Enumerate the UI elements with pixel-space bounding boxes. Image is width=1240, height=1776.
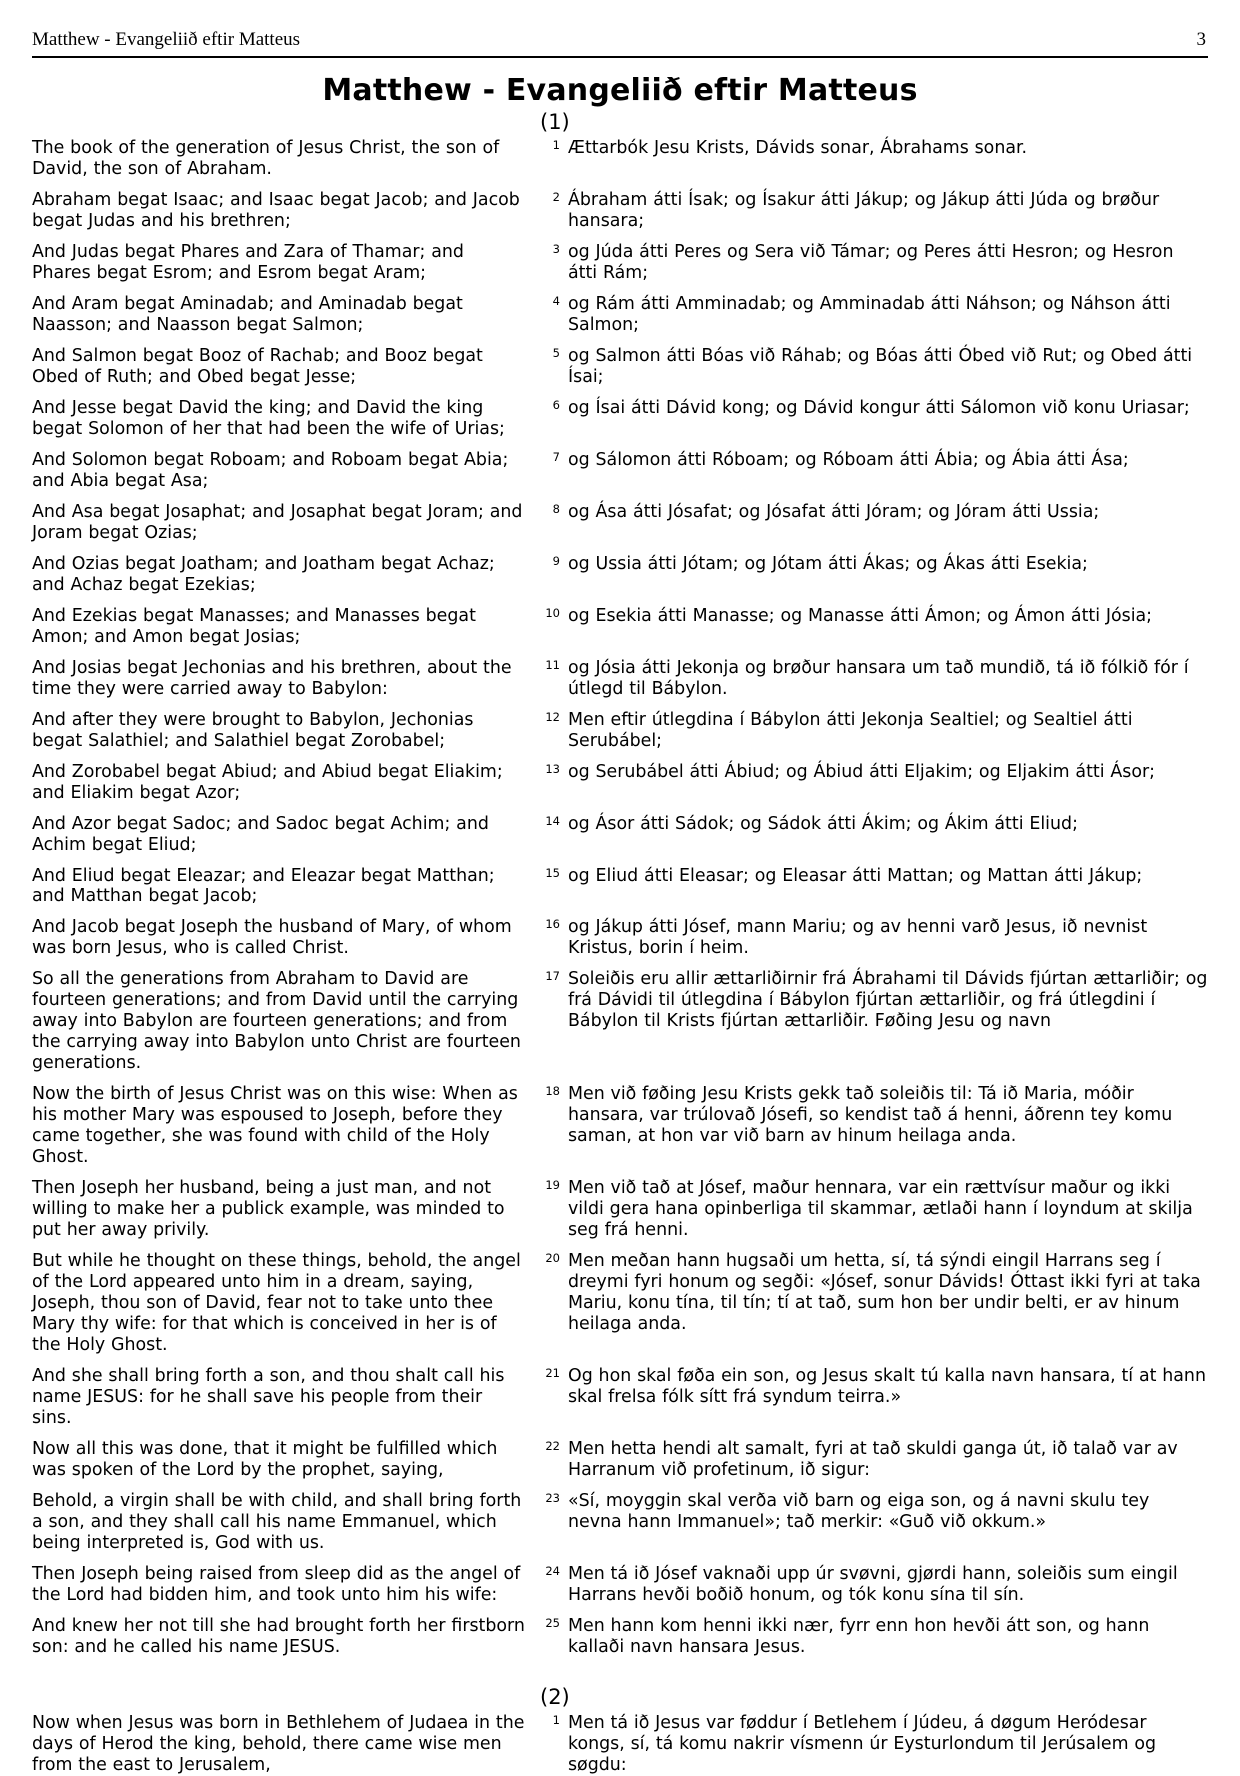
verse-text-faroese: og Eliud átti Eleasar; og Eleasar átti Mattan; og Mattan átti Jákup;: [568, 865, 1143, 886]
verse-text-faroese: og Ussia átti Jótam; og Jótam átti Ákas; og Ákas átti Esekia;: [568, 553, 1088, 574]
chapter-heading: [32, 1687, 1208, 1713]
verse-text-english: Behold, a virgin shall be with child, and shall bring forth a son, and they shall call his name Emmanuel, which being interpreted is, God with us.: [32, 1490, 522, 1553]
verse-number: 3: [552, 242, 560, 257]
verse-number: 16: [545, 917, 560, 932]
verse-text-english: Then Joseph being raised from sleep did as the angel of the Lord had bidden him, and took unto him his wife:: [32, 1563, 521, 1605]
verse-row: [32, 1251, 1208, 1356]
verse-number: 10: [545, 605, 560, 620]
verse-text-english: And she shall bring forth a son, and thou shalt call his name JESUS: for he shall save his people from their sins.: [32, 1365, 505, 1428]
verse-number: 8: [552, 501, 560, 516]
running-header: [32, 30, 1208, 58]
verse-number: 17: [545, 969, 560, 984]
verse-row: [32, 1084, 1208, 1168]
verse-number: 21: [545, 1365, 560, 1380]
verse-text-faroese: Ættarbók Jesu Krists, Dávids sonar, Ábrahams sonar.: [568, 138, 1028, 159]
chapter-heading: [32, 112, 1208, 138]
verse-text-english: And Jesse begat David the king; and David the king begat Solomon of her that had been the wife of Urias;: [32, 398, 505, 440]
verse-number: 7: [552, 450, 560, 465]
verse-text-faroese: og Serubábel átti Ábiud; og Ábiud átti Eljakim; og Eljakim átti Ásor;: [568, 761, 1155, 782]
verse-text-english: And Zorobabel begat Abiud; and Abiud begat Eliakim; and Eliakim begat Azor;: [32, 761, 503, 803]
verse-text-faroese: Soleiðis eru allir ættarliðirnir frá Ábrahami til Dávids fjúrtan ættarliðir; og frá Dávidi til útlegdina í Bábylon fjúrtan ættarliðir, og frá útlegdini í Bábylon til Krists fjúrtan ættarliðir. Føðing Jesu og navn: [568, 969, 1208, 1032]
running-header-title: Matthew - Evangeliið eftir Matteus: [32, 29, 301, 50]
verse-text-english: And Ezekias begat Manasses; and Manasses begat Amon; and Amon begat Josias;: [32, 605, 476, 647]
verse-row: [32, 190, 1208, 232]
verse-text-english: And knew her not till she had brought forth her firstborn son: and he called his name JESUS.: [32, 1615, 525, 1657]
verse-row: [32, 398, 1208, 440]
verse-text-faroese: Men hetta hendi alt samalt, fyri at tað skuldi ganga út, ið talað var av Harranum við profetinum, ið sigur:: [568, 1438, 1178, 1480]
verse-row: [32, 1564, 1208, 1606]
verse-text-english: And Judas begat Phares and Zara of Thamar; and Phares begat Esrom; and Esrom begat Aram;: [32, 242, 464, 284]
verse-text-english: And Salmon begat Booz of Rachab; and Booz begat Obed of Ruth; and Obed begat Jesse;: [32, 346, 483, 388]
verse-text-faroese: og Esekia átti Manasse; og Manasse átti Ámon; og Ámon átti Jósia;: [568, 605, 1153, 626]
verse-number: 6: [552, 398, 560, 413]
verse-text-english: Now when Jesus was born in Bethlehem of Judaea in the days of Herod the king, behold, there came wise men from the east to Jerusalem,: [32, 1713, 525, 1776]
verse-text-faroese: Ábraham átti Ísak; og Ísakur átti Jákup; og Jákup átti Júda og brøður hansara;: [568, 190, 1160, 232]
verse-text-english: So all the generations from Abraham to David are fourteen generations; and from David until the carrying away into Babylon are fourteen generations; and from the carrying away into Babylon unto Christ are fourteen generations.: [32, 969, 521, 1074]
verse-text-english: Now all this was done, that it might be fulfilled which was spoken of the Lord by the prophet, saying,: [32, 1438, 498, 1480]
verse-row: [32, 606, 1208, 648]
verse-text-faroese: og Ása átti Jósafat; og Jósafat átti Jóram; og Jóram átti Ussia;: [568, 501, 1100, 522]
verse-row: [32, 502, 1208, 544]
verse-number: 14: [545, 813, 560, 828]
verse-row: [32, 710, 1208, 752]
chapter-number: (1): [540, 110, 570, 135]
page-number: 3: [1196, 29, 1206, 50]
verse-number: 9: [552, 553, 560, 568]
verse-text-faroese: Men við tað at Jósef, maður hennara, var ein rættvísur maður og ikki vildi gera hana opinberliga til skammar, ætlaði hann í loyndum at skilja seg frá henni.: [568, 1178, 1193, 1241]
verse-text-faroese: og Jósia átti Jekonja og brøður hansara um tað mundið, tá ið fólkið fór í útlegd til Bábylon.: [568, 657, 1189, 699]
verse-text-english: And Eliud begat Eleazar; and Eleazar begat Matthan; and Matthan begat Jacob;: [32, 865, 495, 907]
verse-row: [32, 917, 1208, 959]
verse-text-faroese: og Ásor átti Sádok; og Sádok átti Ákim; og Ákim átti Eliud;: [568, 813, 1078, 834]
verse-text-english: Now the birth of Jesus Christ was on this wise: When as his mother Mary was espoused to Joseph, before they came together, she was found with child of the Holy Ghost.: [32, 1084, 518, 1168]
verse-number: 1: [552, 138, 560, 153]
verse-row: [32, 294, 1208, 336]
verse-text-english: Abraham begat Isaac; and Isaac begat Jacob; and Jacob begat Judas and his brethren;: [32, 190, 520, 232]
verse-text-english: And Jacob begat Joseph the husband of Mary, of whom was born Jesus, who is called Christ.: [32, 917, 512, 959]
verse-number: 22: [545, 1438, 560, 1453]
verse-row: [32, 138, 1208, 180]
verse-text-faroese: Og hon skal føða ein son, og Jesus skalt tú kalla navn hansara, tí at hann skal frelsa fólk sítt frá syndum teirra.»: [568, 1365, 1206, 1407]
verse-row: [32, 1178, 1208, 1241]
verse-text-faroese: og Jákup átti Jósef, mann Mariu; og av henni varð Jesus, ið nevnist Kristus, borin í heim.: [568, 917, 1148, 959]
verse-row: [32, 450, 1208, 492]
verse-text-faroese: Men hann kom henni ikki nær, fyrr enn hon hevði átt son, og hann kallaði navn hansara Jesus.: [568, 1615, 1150, 1657]
verse-list: [32, 1713, 1208, 1776]
verse-number: 4: [552, 294, 560, 309]
verse-text-faroese: og Salmon átti Bóas við Ráhab; og Bóas átti Óbed við Rut; og Obed átti Ísai;: [568, 346, 1193, 388]
verse-text-faroese: Men við føðing Jesu Krists gekk tað soleiðis til: Tá ið Maria, móðir hansara, var trúlovað Jósefi, so kendist tað á henni, áðrenn tey komu saman, at hon var við barn av hinum heilaga anda.: [568, 1084, 1173, 1147]
verse-row: [32, 866, 1208, 908]
verse-row: [32, 1713, 1208, 1776]
verse-text-english: And Aram begat Aminadab; and Aminadab begat Naasson; and Naasson begat Salmon;: [32, 294, 463, 336]
verse-number: 25: [545, 1615, 560, 1630]
verse-number: 20: [545, 1251, 560, 1266]
verse-row: [32, 1616, 1208, 1658]
verse-text-faroese: «Sí, moyggin skal verða við barn og eiga son, og á navni skulu tey nevna hann Immanuel»; tað merkir: «Guð við okkum.»: [568, 1490, 1150, 1532]
verse-text-english: But while he thought on these things, behold, the angel of the Lord appeared unto him in a dream, saying, Joseph, thou son of David, fear not to take unto thee Mary thy wife: for that which is conceived in her is of the Holy Ghost.: [32, 1251, 521, 1355]
verse-number: 15: [545, 865, 560, 880]
verse-number: 1: [552, 1713, 560, 1728]
verse-number: 2: [552, 190, 560, 205]
verse-row: [32, 1439, 1208, 1481]
verse-text-english: And Josias begat Jechonias and his brethren, about the time they were carried away to Babylon:: [32, 657, 512, 699]
verse-number: 12: [545, 709, 560, 724]
verse-text-faroese: og Júda átti Peres og Sera við Támar; og Peres átti Hesron; og Hesron átti Rám;: [568, 242, 1174, 284]
verse-row: [32, 762, 1208, 804]
verse-row: [32, 554, 1208, 596]
verse-row: [32, 1366, 1208, 1429]
verse-text-faroese: Men meðan hann hugsaði um hetta, sí, tá sýndi eingil Harrans seg í dreymi fyri honum og segði: «Jósef, sonur Dávids! Óttast ikki fyri at taka Mariu, konu tína, til tín; tí at tað, sum hon ber undir belti, er av hinum heilaga anda.: [568, 1251, 1201, 1334]
bible-content: [32, 112, 1208, 1776]
verse-text-english: And Azor begat Sadoc; and Sadoc begat Achim; and Achim begat Eliud;: [32, 813, 489, 855]
verse-row: [32, 346, 1208, 388]
chapter-number: (2): [540, 1685, 570, 1710]
verse-text-english: And after they were brought to Babylon, Jechonias begat Salathiel; and Salathiel begat Zorobabel;: [32, 709, 474, 751]
verse-text-faroese: Men tá ið Jesus var føddur í Betlehem í Júdeu, á døgum Heródesar kongs, sí, tá komu nakrir vísmenn úr Eysturlondum til Jerúsalem og søgdu:: [568, 1713, 1157, 1776]
verse-row: [32, 1491, 1208, 1554]
verse-number: 23: [545, 1490, 560, 1505]
verse-row: [32, 242, 1208, 284]
verse-text-english: Then Joseph her husband, being a just man, and not willing to make her a publick example, was minded to put her away privily.: [32, 1178, 505, 1241]
verse-text-faroese: og Ísai átti Dávid kong; og Dávid kongur átti Sálomon við konu Uriasar;: [568, 398, 1190, 419]
verse-text-english: The book of the generation of Jesus Christ, the son of David, the son of Abraham.: [32, 138, 500, 180]
verse-number: 18: [545, 1084, 560, 1099]
verse-number: 19: [545, 1178, 560, 1193]
verse-text-faroese: Men tá ið Jósef vaknaði upp úr svøvni, gjørdi hann, soleiðis sum eingil Harrans hevði boðið honum, og tók konu sína til sín.: [568, 1563, 1178, 1605]
verse-number: 13: [545, 761, 560, 776]
verse-list: [32, 138, 1208, 1657]
verse-number: 5: [552, 346, 560, 361]
page-title: Matthew - Evangeliið eftir Matteus: [322, 72, 918, 108]
verse-row: [32, 969, 1208, 1074]
verse-number: 11: [545, 657, 560, 672]
verse-text-faroese: Men eftir útlegdina í Bábylon átti Jekonja Sealtiel; og Sealtiel átti Serubábel;: [568, 709, 1133, 751]
verse-row: [32, 814, 1208, 856]
verse-number: 24: [545, 1563, 560, 1578]
verse-text-english: And Ozias begat Joatham; and Joatham begat Achaz; and Achaz begat Ezekias;: [32, 553, 495, 595]
verse-text-faroese: og Rám átti Amminadab; og Amminadab átti Náhson; og Náhson átti Salmon;: [568, 294, 1171, 336]
chapter-spacer: [32, 1667, 1208, 1687]
verse-text-english: And Asa begat Josaphat; and Josaphat begat Joram; and Joram begat Ozias;: [32, 501, 523, 543]
verse-row: [32, 658, 1208, 700]
verse-text-faroese: og Sálomon átti Róboam; og Róboam átti Ábia; og Ábia átti Ása;: [568, 450, 1129, 471]
verse-text-english: And Solomon begat Roboam; and Roboam begat Abia; and Abia begat Asa;: [32, 450, 509, 491]
